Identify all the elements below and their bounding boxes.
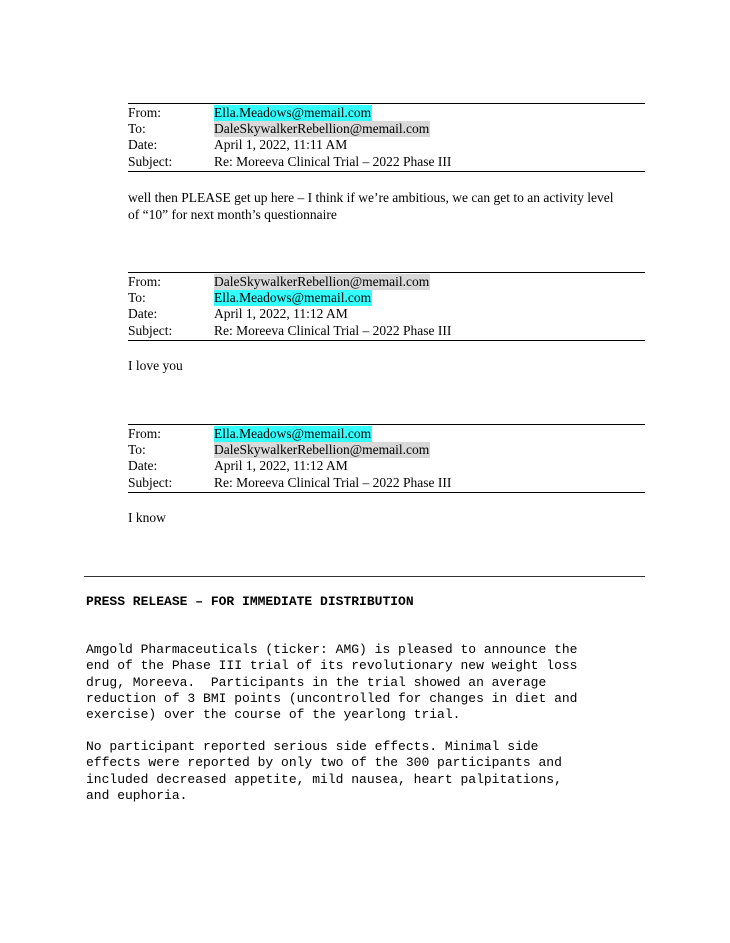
paragraph-line: and euphoria.	[86, 787, 188, 803]
email-header-2	[128, 272, 645, 341]
paragraph-line: reduction of 3 BMI points (uncontrolled for changes in diet and	[86, 690, 578, 706]
to-address: Ella.Meadows@memail.com	[214, 290, 372, 306]
subject-value: Re: Moreeva Clinical Trial – 2022 Phase III	[214, 474, 452, 490]
date-value: April 1, 2022, 11:11 AM	[214, 137, 348, 153]
paragraph-line: included decreased appetite, mild nausea, heart palpitations,	[86, 771, 562, 787]
section-divider	[84, 576, 645, 577]
email-body-1	[128, 189, 658, 223]
email-header-1	[128, 103, 645, 172]
from-label: From:	[128, 274, 162, 289]
to-address: DaleSkywalkerRebellion@memail.com	[214, 121, 430, 137]
email-header-3	[128, 424, 645, 493]
subject-label: Subject:	[128, 322, 173, 338]
to-label: To:	[128, 290, 146, 306]
paragraph-line: Amgold Pharmaceuticals (ticker: AMG) is pleased to announce the	[86, 642, 578, 657]
paragraph-line: end of the Phase III trial of its revolutionary new weight loss	[86, 658, 578, 674]
subject-value: Re: Moreeva Clinical Trial – 2022 Phase III	[214, 153, 452, 169]
date-label: Date:	[128, 458, 158, 474]
to-label: To:	[128, 121, 146, 137]
from-address: DaleSkywalkerRebellion@memail.com	[214, 274, 430, 289]
press-release-paragraph-1	[86, 642, 577, 723]
date-value: April 1, 2022, 11:12 AM	[214, 306, 348, 322]
header-bottom-rule	[128, 492, 645, 493]
header-bottom-rule	[128, 340, 645, 341]
date-label: Date:	[128, 137, 158, 153]
paragraph-line: exercise) over the course of the yearlong trial.	[86, 707, 461, 723]
press-release-title: PRESS RELEASE – FOR IMMEDIATE DISTRIBUTION	[86, 594, 414, 609]
subject-label: Subject:	[128, 153, 173, 169]
press-release-paragraph-2	[86, 739, 562, 804]
from-address: Ella.Meadows@memail.com	[214, 426, 372, 441]
from-label: From:	[128, 426, 162, 441]
subject-value: Re: Moreeva Clinical Trial – 2022 Phase III	[214, 322, 452, 338]
header-bottom-rule	[128, 171, 645, 172]
email-body-line: I know	[128, 510, 166, 525]
paragraph-line: No participant reported serious side effects. Minimal side	[86, 739, 539, 754]
to-label: To:	[128, 442, 146, 458]
paragraph-line: effects were reported by only two of the 300 participants and	[86, 755, 562, 771]
date-label: Date:	[128, 306, 158, 322]
subject-label: Subject:	[128, 474, 173, 490]
from-address: Ella.Meadows@memail.com	[214, 105, 372, 120]
email-body-2	[128, 357, 658, 374]
email-body-line: I love you	[128, 358, 183, 373]
date-value: April 1, 2022, 11:12 AM	[214, 458, 348, 474]
email-body-3	[128, 509, 658, 526]
paragraph-line: drug, Moreeva. Participants in the trial showed an average	[86, 674, 547, 690]
email-body-line: well then PLEASE get up here – I think if we’re ambitious, we can get to an activity level	[128, 190, 614, 205]
email-body-line: of “10” for next month’s questionnaire	[128, 207, 337, 222]
to-address: DaleSkywalkerRebellion@memail.com	[214, 442, 430, 458]
from-label: From:	[128, 105, 162, 120]
